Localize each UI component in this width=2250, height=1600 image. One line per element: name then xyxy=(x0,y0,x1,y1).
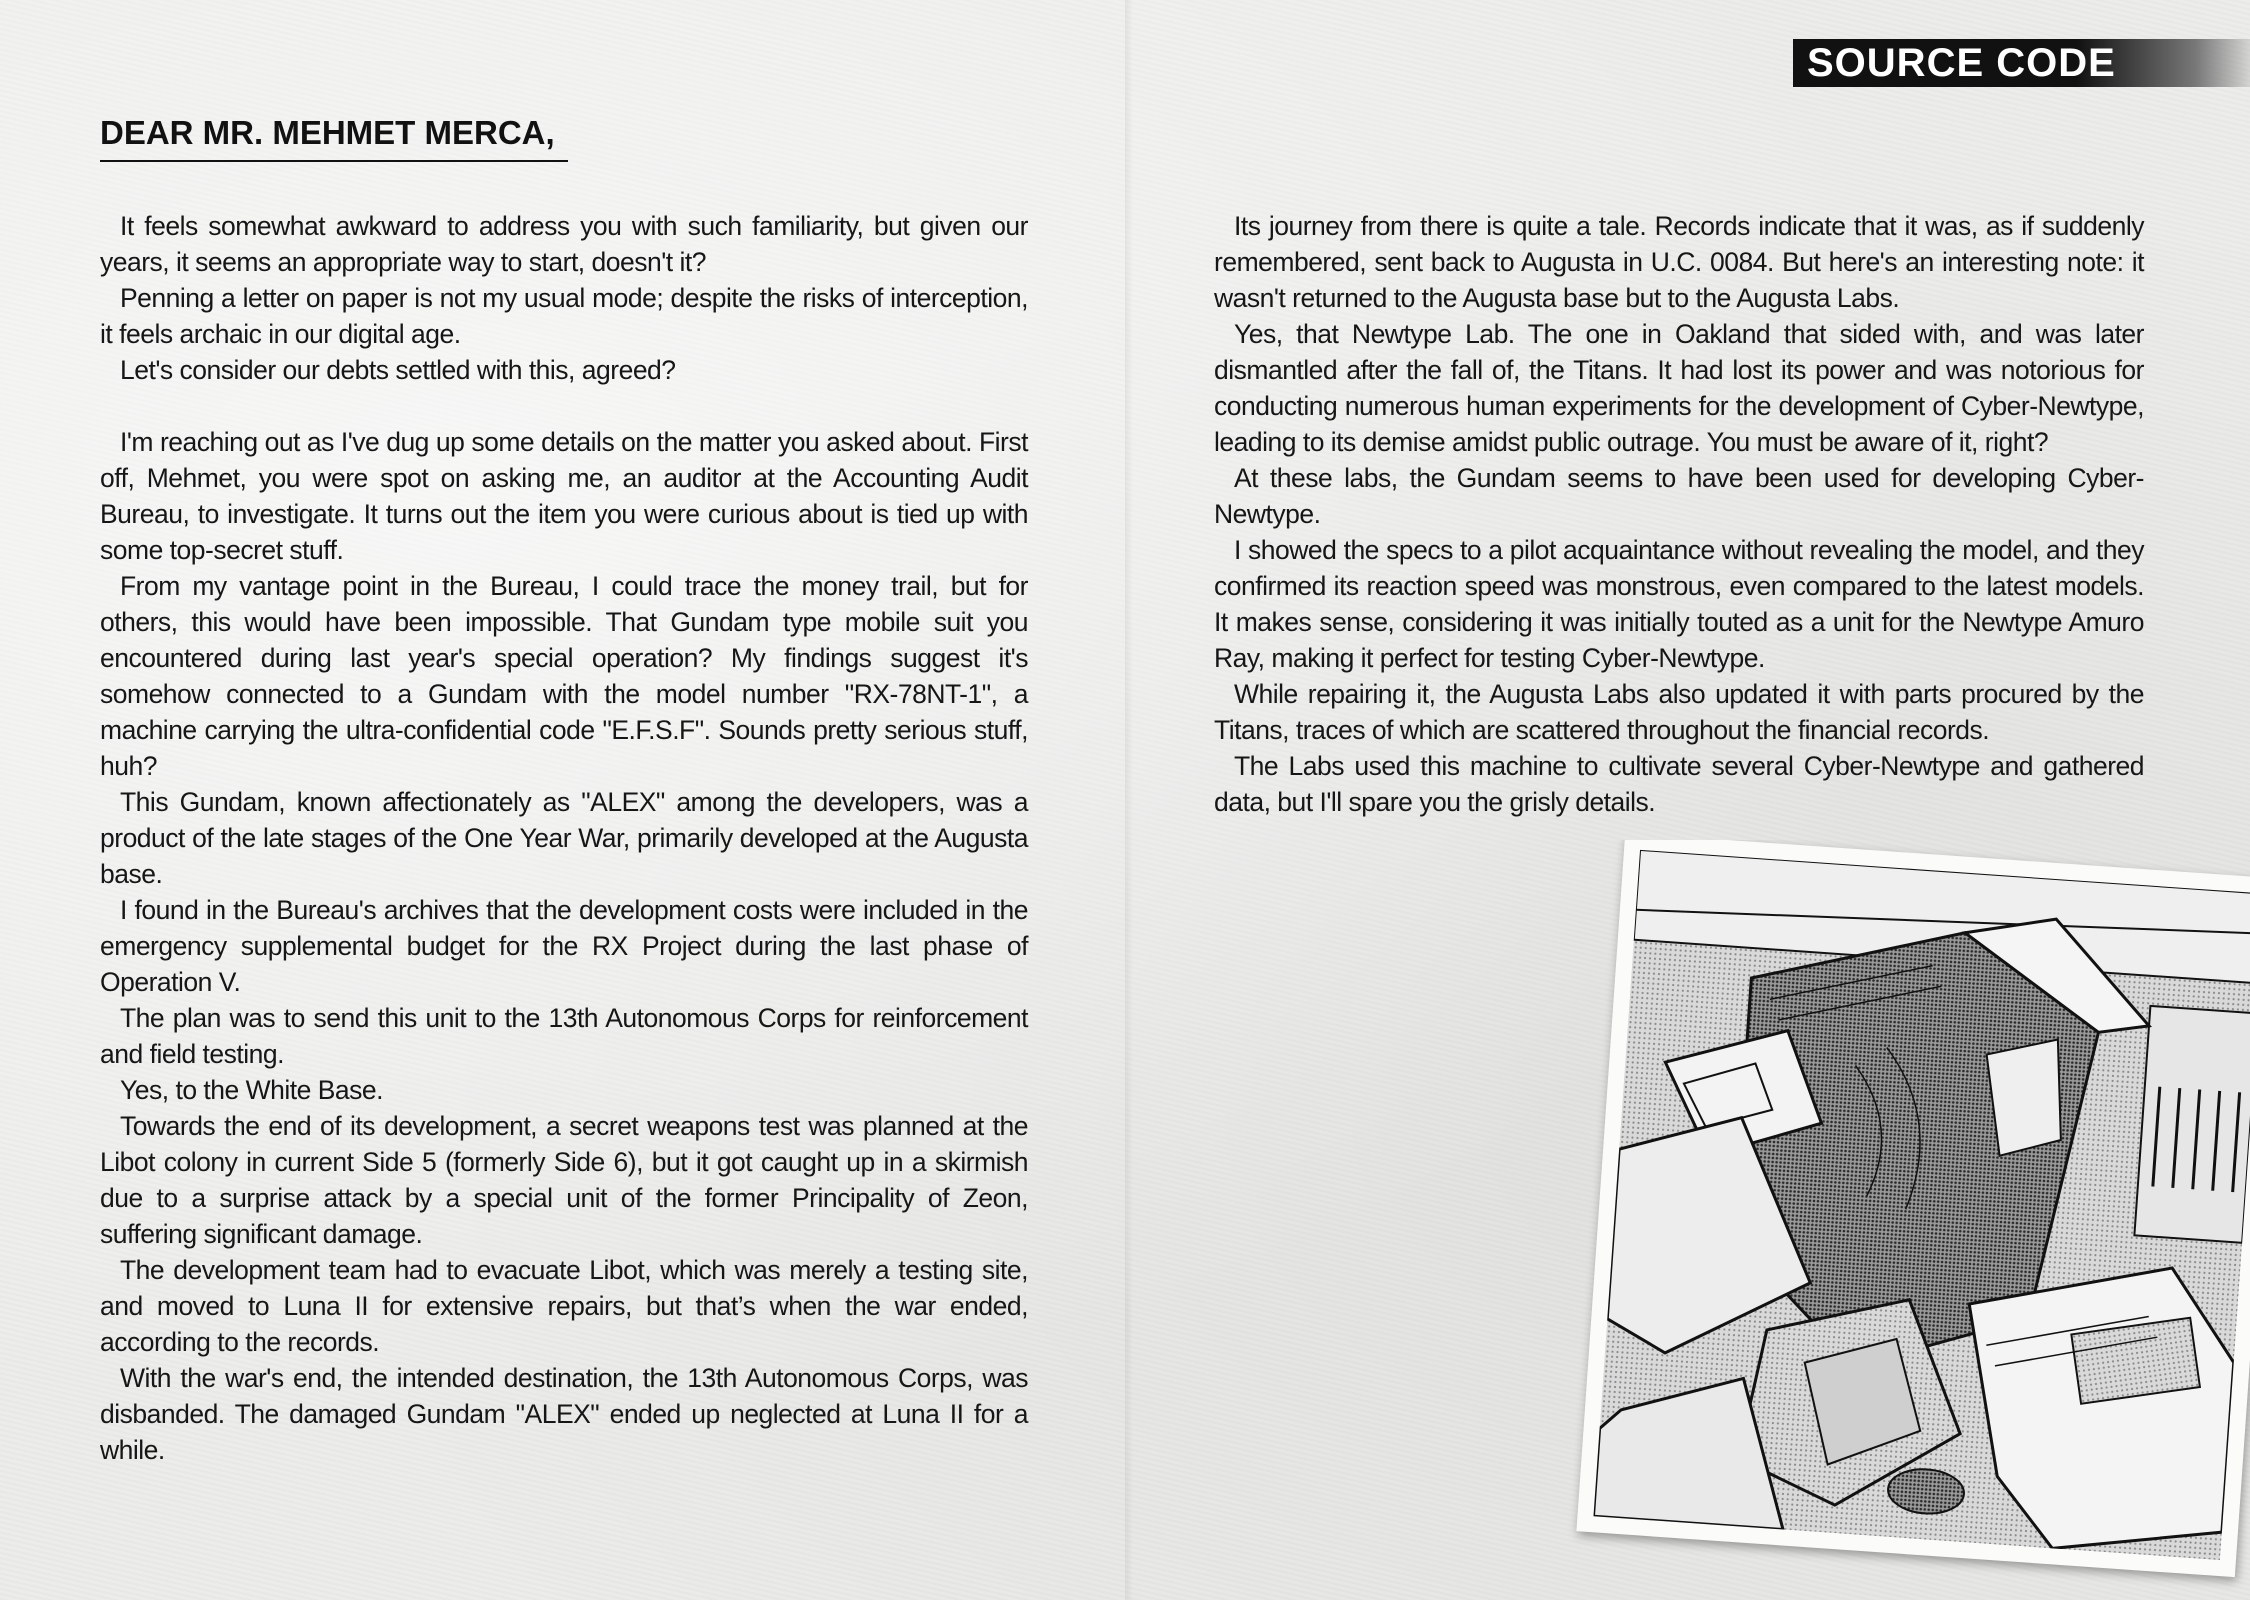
paragraph: Yes, that Newtype Lab. The one in Oakland that sided with, and was later dismantled after the fall of, the Titans. It had lost its power and was notorious for conducting numerous human experiments for the development of Cyber-Newtype, leading to its demise amidst public outrage. You must be aware of it, right? xyxy=(1214,319,2144,457)
paragraph: At these labs, the Gundam seems to have been used for developing Cyber-Newtype. xyxy=(1214,463,2144,529)
paragraph: The development team had to evacuate Libot, which was merely a testing site, and moved to Luna II for extensive repairs, but that’s when the war ended, according to the records. xyxy=(100,1255,1028,1357)
photo-clipping xyxy=(1530,840,2250,1600)
paragraph: Towards the end of its development, a secret weapons test was planned at the Libot colony in current Side 5 (formerly Side 6), but it got caught up in a skirmish due to a surprise attack by a special unit of the former Principality of Zeon, suffering significant damage. xyxy=(100,1111,1028,1249)
paragraph: From my vantage point in the Bureau, I could trace the money trail, but for others, this would have been impossible. That Gundam type mobile suit you encountered during last year's special operation? My findings suggest it's somehow connected to a Gundam with the model number "RX-78NT-1", a machine carrying the ultra-confidential code "E.F.S.F". Sounds pretty serious stuff, huh? xyxy=(100,571,1028,781)
letter-right-column xyxy=(1214,208,2144,820)
paragraph: I showed the specs to a pilot acquaintance without revealing the model, and they confirmed its reaction speed was monstrous, even compared to the latest models. It makes sense, considering it was initially touted as a unit for the Newtype Amuro Ray, making it perfect for testing Cyber-Newtype. xyxy=(1214,535,2144,673)
paragraph: Yes, to the White Base. xyxy=(120,1075,383,1105)
banner-label: SOURCE CODE xyxy=(1807,41,2116,85)
paragraph: The Labs used this machine to cultivate several Cyber-Newtype and gathered data, but I'll spare you the grisly details. xyxy=(1214,751,2144,817)
paragraph: I found in the Bureau's archives that the development costs were included in the emergency supplemental budget for the RX Project during the last phase of Operation V. xyxy=(100,895,1028,997)
page-gutter xyxy=(1125,0,1133,1600)
letter-left-column xyxy=(100,208,1028,1468)
source-code-banner xyxy=(1793,39,2250,87)
paragraph: It feels somewhat awkward to address you with such familiarity, but given our years, it seems an appropriate way to start, doesn't it? xyxy=(100,211,1028,277)
paragraph: This Gundam, known affectionately as "ALEX" among the developers, was a product of the late stages of the One Year War, primarily developed at the Augusta base. xyxy=(100,787,1028,889)
paragraph: I'm reaching out as I've dug up some details on the matter you asked about. First off, Mehmet, you were spot on asking me, an auditor at the Accounting Audit Bureau, to investigate. It turns out the item you were curious about is tied up with some top-secret stuff. xyxy=(100,427,1028,565)
paragraph: Its journey from there is quite a tale. Records indicate that it was, as if suddenly remembered, sent back to Augusta in U.C. 0084. But here's an interesting note: it wasn't returned to the Augusta base but to the Augusta Labs. xyxy=(1214,211,2144,313)
mobile-suit-illustration-icon xyxy=(1593,850,2250,1560)
paragraph: The plan was to send this unit to the 13th Autonomous Corps for reinforcement and field testing. xyxy=(100,1003,1028,1069)
photo-print xyxy=(1576,840,2250,1577)
paragraph: While repairing it, the Augusta Labs also updated it with parts procured by the Titans, traces of which are scattered throughout the financial records. xyxy=(1214,679,2144,745)
paragraph: Let's consider our debts settled with this, agreed? xyxy=(120,355,676,385)
paragraph: Penning a letter on paper is not my usual mode; despite the risks of interception, it feels archaic in our digital age. xyxy=(100,283,1028,349)
paragraph: With the war's end, the intended destination, the 13th Autonomous Corps, was disbanded. The damaged Gundam "ALEX" ended up neglected at Luna II for a while. xyxy=(100,1363,1028,1465)
letter-salutation: DEAR MR. MEHMET MERCA, xyxy=(100,112,568,162)
